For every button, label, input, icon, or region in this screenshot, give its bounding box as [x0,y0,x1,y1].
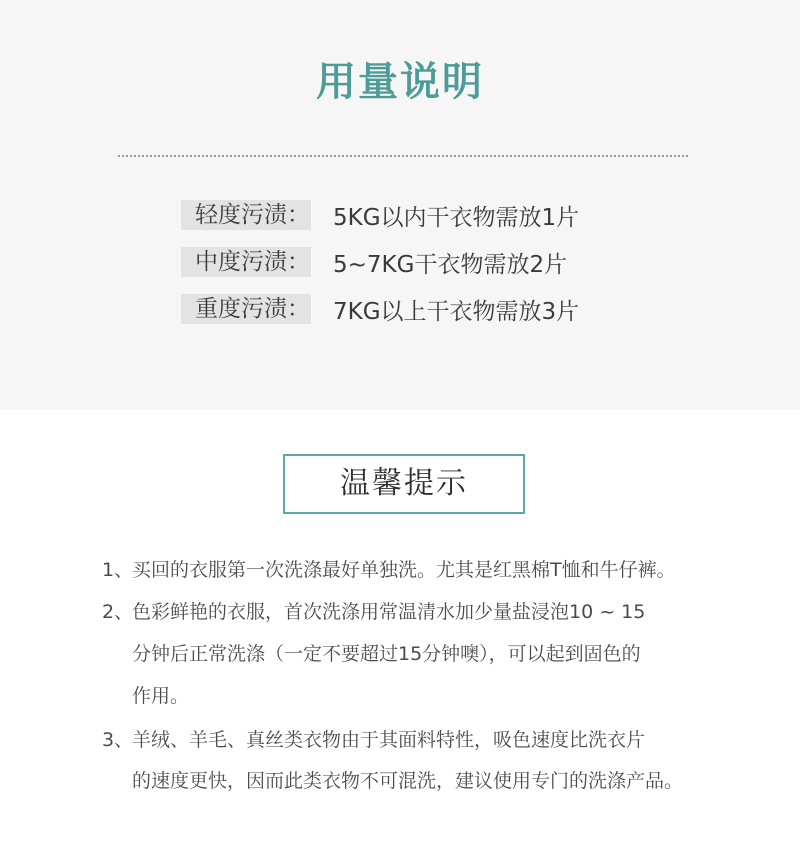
usage-title: 用量说明 [316,59,484,105]
tip-item-2-line-3: 作用。 [132,685,190,707]
usage-panel [0,0,800,410]
usage-label: 中度污渍： [181,247,311,277]
tip-item-3-line-2: 的速度更快，因而此类衣物不可混洗，建议使用专门的洗涤产品。 [132,770,684,792]
usage-value: 5KG以内干衣物需放1片 [333,204,580,231]
usage-label: 轻度污渍： [181,200,311,230]
tip-number: 3、 [102,729,134,751]
tip-item-3 [102,727,645,753]
tip-item-1 [102,557,676,583]
tip-item-2 [102,599,645,625]
tip-number: 2、 [102,601,134,623]
tip-text: 买回的衣服第一次洗涤最好单独洗。尤其是红黑棉T恤和牛仔裤。 [132,559,676,581]
dotted-divider [118,155,688,157]
usage-value: 7KG以上干衣物需放3片 [333,298,580,325]
tip-text: 羊绒、羊毛、真丝类衣物由于其面料特性，吸色速度比洗衣片 [132,729,646,751]
usage-row-heavy [181,293,579,325]
tip-number: 1、 [102,559,134,581]
usage-value: 5~7KG干衣物需放2片 [333,251,568,278]
usage-row-light [181,199,579,231]
usage-label: 重度污渍： [181,294,311,324]
tip-item-2-line-2: 分钟后正常洗涤（一定不要超过15分钟噢），可以起到固色的 [132,643,641,665]
usage-row-medium [181,246,567,278]
tips-title: 温馨提示 [283,454,525,514]
tip-text: 色彩鲜艳的衣服，首次洗涤用常温清水加少量盐浸泡10 ~ 15 [132,601,646,623]
